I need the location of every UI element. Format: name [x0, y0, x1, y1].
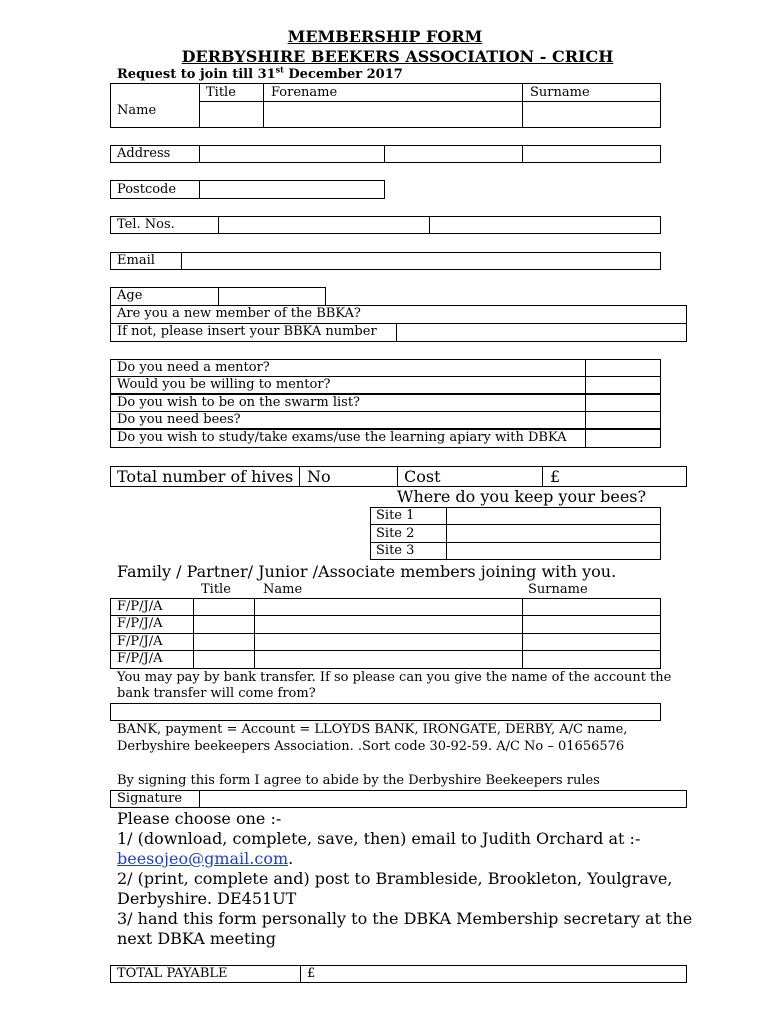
name-forename-input[interactable] — [263, 101, 523, 128]
bank-transfer-text-2: bank transfer will come from? — [117, 686, 316, 701]
family-name-input[interactable] — [254, 650, 523, 669]
address-label: Address — [117, 146, 171, 161]
bank-account-name-input[interactable] — [110, 703, 661, 721]
choose-heading: Please choose one :- — [117, 809, 282, 828]
bank-details-2: Derbyshire beekeepers Association. .Sort code 30-92-59. A/C No – 01656576 — [117, 739, 625, 754]
option-hand-2: next DBKA meeting — [117, 929, 277, 948]
site-input[interactable] — [446, 542, 661, 560]
family-row-label: F/P/J/A — [117, 616, 163, 631]
option-email: 1/ (download, complete, save, then) email to Judith Orchard at :- — [117, 829, 641, 848]
question-answer[interactable] — [585, 411, 661, 429]
family-surname-input[interactable] — [522, 615, 661, 634]
signature-label: Signature — [117, 791, 183, 806]
email-line: beesojeo@gmail.com. — [117, 849, 294, 868]
site-input[interactable] — [446, 507, 661, 525]
tel-input-1[interactable] — [218, 216, 430, 234]
question-label: Would you be willing to mentor? — [117, 377, 331, 392]
age-input[interactable] — [218, 287, 326, 306]
address-input-2[interactable] — [384, 145, 523, 163]
site-label: Site 2 — [376, 526, 415, 541]
col-title-label: Title — [206, 85, 236, 100]
name-title-input[interactable] — [199, 101, 264, 128]
hives-currency: £ — [550, 467, 561, 486]
col-surname-label: Surname — [530, 85, 590, 100]
bbka-number-input[interactable] — [396, 323, 687, 342]
email-link[interactable]: beesojeo@gmail.com — [117, 849, 289, 868]
sites-heading: Where do you keep your bees? — [397, 487, 647, 506]
family-title-input[interactable] — [193, 650, 255, 669]
family-col-name: Name — [263, 582, 303, 597]
bank-transfer-text-1: You may pay by bank transfer. If so please can you give the name of the account the — [117, 670, 672, 685]
agree-text: By signing this form I agree to abide by the Derbyshire Beekeepers rules — [117, 773, 600, 788]
postcode-label: Postcode — [117, 182, 177, 197]
family-col-title: Title — [201, 582, 231, 597]
family-title-input[interactable] — [193, 615, 255, 634]
hives-cost-label: Cost — [404, 467, 441, 486]
total-payable-input[interactable] — [300, 965, 687, 983]
family-name-input[interactable] — [254, 615, 523, 634]
form-subtitle: DERBYSHIRE BEEKERS ASSOCIATION - CRICH — [181, 47, 614, 66]
option-post-2: Derbyshire. DE451UT — [117, 889, 297, 908]
site-label: Site 3 — [376, 543, 415, 558]
address-input-3[interactable] — [522, 145, 661, 163]
age-label: Age — [117, 288, 143, 303]
bank-details-1: BANK, payment = Account = LLOYDS BANK, IRONGATE, DERBY, A/C name, — [117, 722, 628, 737]
total-currency: £ — [307, 966, 316, 981]
question-answer[interactable] — [585, 359, 661, 377]
question-answer[interactable] — [585, 429, 661, 448]
form-title: MEMBERSHIP FORM — [287, 27, 483, 46]
family-row-label: F/P/J/A — [117, 634, 163, 649]
family-name-input[interactable] — [254, 633, 523, 651]
question-label: Do you need a mentor? — [117, 360, 270, 375]
signature-input[interactable] — [199, 790, 687, 808]
hives-cost-input[interactable] — [542, 466, 687, 487]
family-heading: Family / Partner/ Junior /Associate members joining with you. — [117, 562, 617, 581]
total-payable-label: TOTAL PAYABLE — [117, 966, 228, 981]
family-name-input[interactable] — [254, 598, 523, 616]
question-label: Do you need bees? — [117, 412, 241, 427]
site-input[interactable] — [446, 524, 661, 543]
postcode-input[interactable] — [199, 180, 385, 199]
total-hives-label: Total number of hives — [117, 467, 294, 486]
family-title-input[interactable] — [193, 633, 255, 651]
family-surname-input[interactable] — [522, 598, 661, 616]
question-answer[interactable] — [585, 376, 661, 394]
family-surname-input[interactable] — [522, 650, 661, 669]
bbka-number-label: If not, please insert your BBKA number — [117, 324, 377, 339]
request-line: Request to join till 31st December 2017 — [117, 64, 403, 82]
family-row-label: F/P/J/A — [117, 651, 163, 666]
question-answer[interactable] — [585, 394, 661, 412]
option-hand-1: 3/ hand this form personally to the DBKA Membership secretary at the — [117, 909, 693, 928]
family-surname-input[interactable] — [522, 633, 661, 651]
option-post-1: 2/ (print, complete and) post to Brambleside, Brookleton, Youlgrave, — [117, 869, 673, 888]
site-label: Site 1 — [376, 508, 415, 523]
email-label: Email — [117, 253, 155, 268]
family-title-input[interactable] — [193, 598, 255, 616]
tel-input-2[interactable] — [429, 216, 661, 234]
family-row-label: F/P/J/A — [117, 599, 163, 614]
family-col-surname: Surname — [528, 582, 588, 597]
name-label: Name — [117, 103, 157, 118]
question-label: Do you wish to study/take exams/use the learning apiary with DBKA — [117, 430, 567, 445]
name-surname-input[interactable] — [522, 101, 661, 128]
address-input-1[interactable] — [199, 145, 385, 163]
hives-no-label: No — [307, 467, 331, 486]
question-label: Do you wish to be on the swarm list? — [117, 395, 361, 410]
tel-label: Tel. Nos. — [117, 217, 175, 232]
new-member-label: Are you a new member of the BBKA? — [117, 306, 361, 321]
col-forename-label: Forename — [271, 85, 338, 100]
email-input[interactable] — [181, 252, 661, 270]
